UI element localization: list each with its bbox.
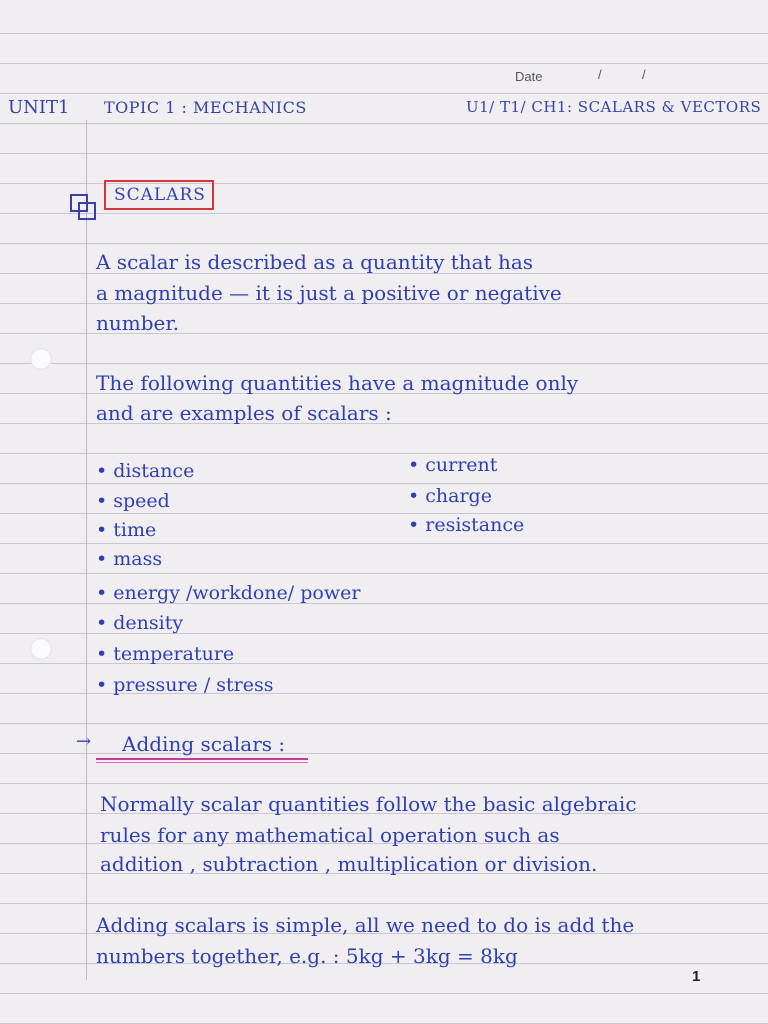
scalar-example: • energy /workdone/ power (96, 582, 361, 604)
page-number: 1 (692, 968, 701, 985)
date-separator: / (598, 67, 602, 82)
definition-line: a magnitude — it is just a positive or negative (96, 281, 562, 305)
scalar-example: • current (408, 454, 498, 476)
adding-heading: Adding scalars : (122, 732, 286, 756)
date-separator: / (642, 67, 646, 82)
heading-underline (96, 762, 308, 763)
section-title: SCALARS (104, 180, 214, 210)
unit-heading: UNIT1 (8, 97, 70, 118)
square-bullet-icon (78, 202, 96, 220)
date-label: Date (515, 69, 543, 84)
rules-line: Normally scalar quantities follow the basic algebraic (100, 792, 637, 816)
examples-intro-line: The following quantities have a magnitude only (96, 371, 579, 395)
scalar-example: • pressure / stress (96, 674, 274, 696)
scalar-example: • temperature (96, 643, 235, 665)
heading-underline (96, 758, 308, 760)
punch-hole (30, 638, 52, 660)
simple-line: numbers together, e.g. : 5kg + 3kg = 8kg (96, 944, 518, 968)
scalar-example: • distance (96, 460, 195, 482)
margin-line (86, 120, 87, 980)
topic-heading: TOPIC 1 : MECHANICS (104, 98, 307, 117)
examples-intro-line: and are examples of scalars : (96, 401, 392, 425)
rules-line: addition , subtraction , multiplication or division. (100, 852, 598, 876)
arrow-icon: → (76, 731, 92, 752)
rules-line: rules for any mathematical operation such as (100, 823, 560, 847)
scalar-example: • density (96, 612, 184, 634)
scalar-example: • charge (408, 485, 492, 507)
scalar-example: • time (96, 519, 157, 541)
definition-line: number. (96, 311, 180, 335)
simple-line: Adding scalars is simple, all we need to do is add the (96, 913, 635, 937)
scalar-example: • resistance (408, 514, 525, 536)
definition-line: A scalar is described as a quantity that has (96, 250, 534, 274)
punch-hole (30, 348, 52, 370)
scalar-example: • mass (96, 548, 163, 570)
scalar-example: • speed (96, 490, 170, 512)
chapter-heading: U1/ T1/ CH1: SCALARS & VECTORS (466, 98, 762, 116)
